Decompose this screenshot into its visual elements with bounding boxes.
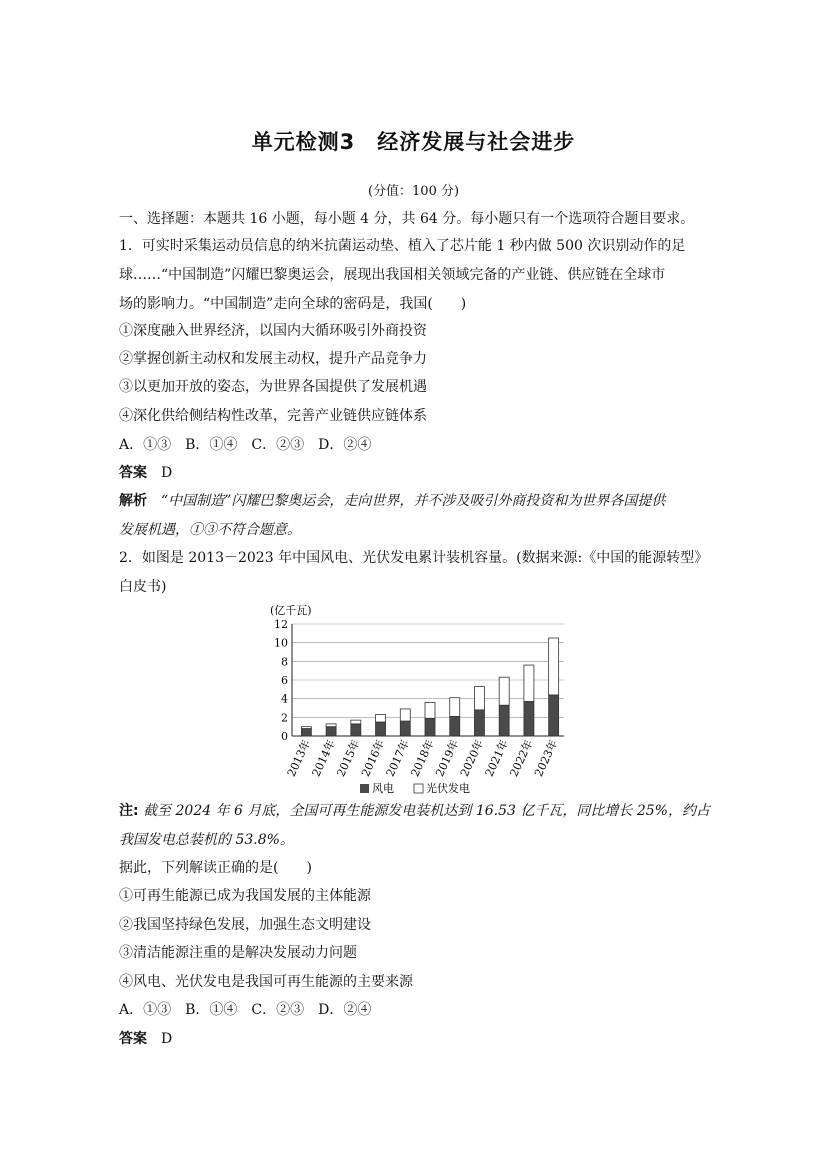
bar-solar — [474, 687, 484, 710]
q1-analysis-text: “中国制造”闪耀巴黎奥运会，走向世界，并不涉及吸引外商投资和为世界各国提供 — [161, 493, 666, 509]
q2-option-1: ①可再生能源已成为我国发展的主体能源 — [119, 888, 371, 904]
y-tick-label: 10 — [274, 636, 288, 650]
bar-solar — [326, 724, 336, 727]
q1-answer-value: D — [161, 465, 173, 481]
bar-wind — [524, 701, 534, 736]
q2-stem-line1: 2．如图是 2013－2023 年中国风电、光伏发电累计装机容量。(数据来源:《中国的能源转型》 — [119, 550, 709, 566]
x-tick-label: 2014年 — [309, 737, 338, 779]
bar-solar — [450, 698, 460, 717]
q2-answer-label: 答案 — [119, 1031, 147, 1047]
q1-analysis-label: 解析 — [119, 493, 147, 509]
bar-wind — [400, 721, 410, 736]
bar-wind — [474, 710, 484, 736]
legend-swatch-wind — [360, 784, 369, 793]
chart-legend — [360, 781, 470, 795]
q1-answer-label: 答案 — [119, 465, 147, 481]
q1-choices: A．①③ B．①④ C．②③ D．②④ — [119, 437, 372, 453]
capacity-chart — [262, 600, 572, 800]
bar-solar — [400, 709, 410, 721]
q2-option-2: ②我国坚持绿色发展，加强生态文明建设 — [119, 917, 371, 933]
q1-stem-line3: 场的影响力。“中国制造”走向全球的密码是，我国( ) — [119, 296, 467, 312]
chart-bars — [301, 638, 558, 736]
legend-wind: 风电 — [372, 782, 394, 795]
bar-solar — [301, 727, 311, 729]
q1-option-1: ①深度融入世界经济，以国内大循环吸引外商投资 — [119, 323, 427, 339]
x-tick-label: 2018年 — [408, 737, 437, 779]
bar-wind — [499, 705, 509, 736]
q2-choices: A．①③ B．①④ C．②③ D．②④ — [119, 1002, 372, 1018]
x-tick-label: 2017年 — [383, 737, 412, 779]
q1-option-2: ②掌握创新主动权和发展主动权，提升产品竞争力 — [119, 351, 427, 367]
q2-stem-line2: 白皮书) — [119, 579, 167, 595]
bar-wind — [351, 724, 361, 736]
y-tick-label: 4 — [281, 692, 288, 706]
q2-note-line1 — [119, 801, 719, 821]
chart-xticks — [284, 737, 560, 778]
bar-solar — [425, 702, 435, 718]
q2-option-3: ③清洁能源注重的是解决发展动力问题 — [119, 945, 357, 961]
q1-stem-line2: 球……“中国制造”闪耀巴黎奥运会，展现出我国相关领域完备的产业链、供应链在全球市 — [119, 267, 666, 283]
y-tick-label: 6 — [281, 674, 288, 687]
q2-note-line2: 我国发电总装机的 53.8%。 — [119, 832, 294, 848]
q2-note-label: 注: — [119, 803, 139, 819]
x-tick-label: 2023年 — [532, 737, 561, 779]
bar-solar — [499, 677, 509, 705]
q1-option-3: ③以更加开放的姿态，为世界各国提供了发展机遇 — [119, 379, 427, 395]
bar-wind — [326, 727, 336, 736]
bar-solar — [376, 715, 386, 722]
chart-ylabel: (亿千瓦) — [270, 604, 312, 617]
x-tick-label: 2016年 — [359, 737, 388, 779]
x-tick-label: 2015年 — [334, 737, 363, 779]
y-tick-label: 8 — [281, 655, 288, 669]
score-info: (分值：100 分) — [367, 184, 460, 199]
x-tick-label: 2013年 — [284, 737, 314, 779]
x-tick-label: 2022年 — [507, 737, 536, 779]
q1-stem-line1: 1．可实时采集运动员信息的纳米抗菌运动垫、植入了芯片能 1 秒内做 500 次识别动作的足 — [119, 238, 686, 254]
y-tick-label: 12 — [274, 618, 288, 631]
legend-solar: 光伏发电 — [426, 782, 470, 795]
x-tick-label: 2019年 — [433, 737, 462, 779]
bar-solar — [351, 720, 361, 724]
x-tick-label: 2020年 — [457, 737, 487, 779]
legend-swatch-solar — [414, 784, 423, 793]
q2-note-text: 截至 2024 年 6 月底，全国可再生能源发电装机达到 16.53 亿千瓦，同比增长 25%，约占 — [143, 803, 710, 819]
section-heading: 一、选择题：本题共 16 小题，每小题 4 分，共 64 分。每小题只有一个选项符合题目要求。 — [119, 211, 695, 227]
q1-option-4: ④深化供给侧结构性改革，完善产业链供应链体系 — [119, 408, 427, 424]
q2-answer-value: D — [161, 1031, 173, 1047]
x-tick-label: 2021年 — [482, 737, 511, 779]
bar-wind — [425, 718, 435, 736]
q2-answer — [119, 1029, 719, 1049]
y-tick-label: 0 — [281, 730, 288, 743]
q2-option-4: ④风电、光伏发电是我国可再生能源的主要来源 — [119, 974, 413, 990]
bar-wind — [450, 716, 460, 736]
bar-wind — [301, 729, 311, 736]
bar-solar — [549, 638, 559, 695]
y-tick-label: 2 — [281, 711, 288, 725]
bar-wind — [376, 722, 386, 736]
q1-analysis-line1 — [119, 491, 719, 511]
q1-answer — [119, 463, 719, 483]
bar-solar — [524, 665, 534, 701]
chart-yticks — [274, 618, 288, 743]
bar-wind — [549, 695, 559, 736]
q1-analysis-line2: 发展机遇，①③不符合题意。 — [119, 522, 301, 538]
q2-prompt: 据此，下列解读正确的是( ) — [119, 860, 312, 876]
page-title: 单元检测3 经济发展与社会进步 — [251, 130, 576, 154]
